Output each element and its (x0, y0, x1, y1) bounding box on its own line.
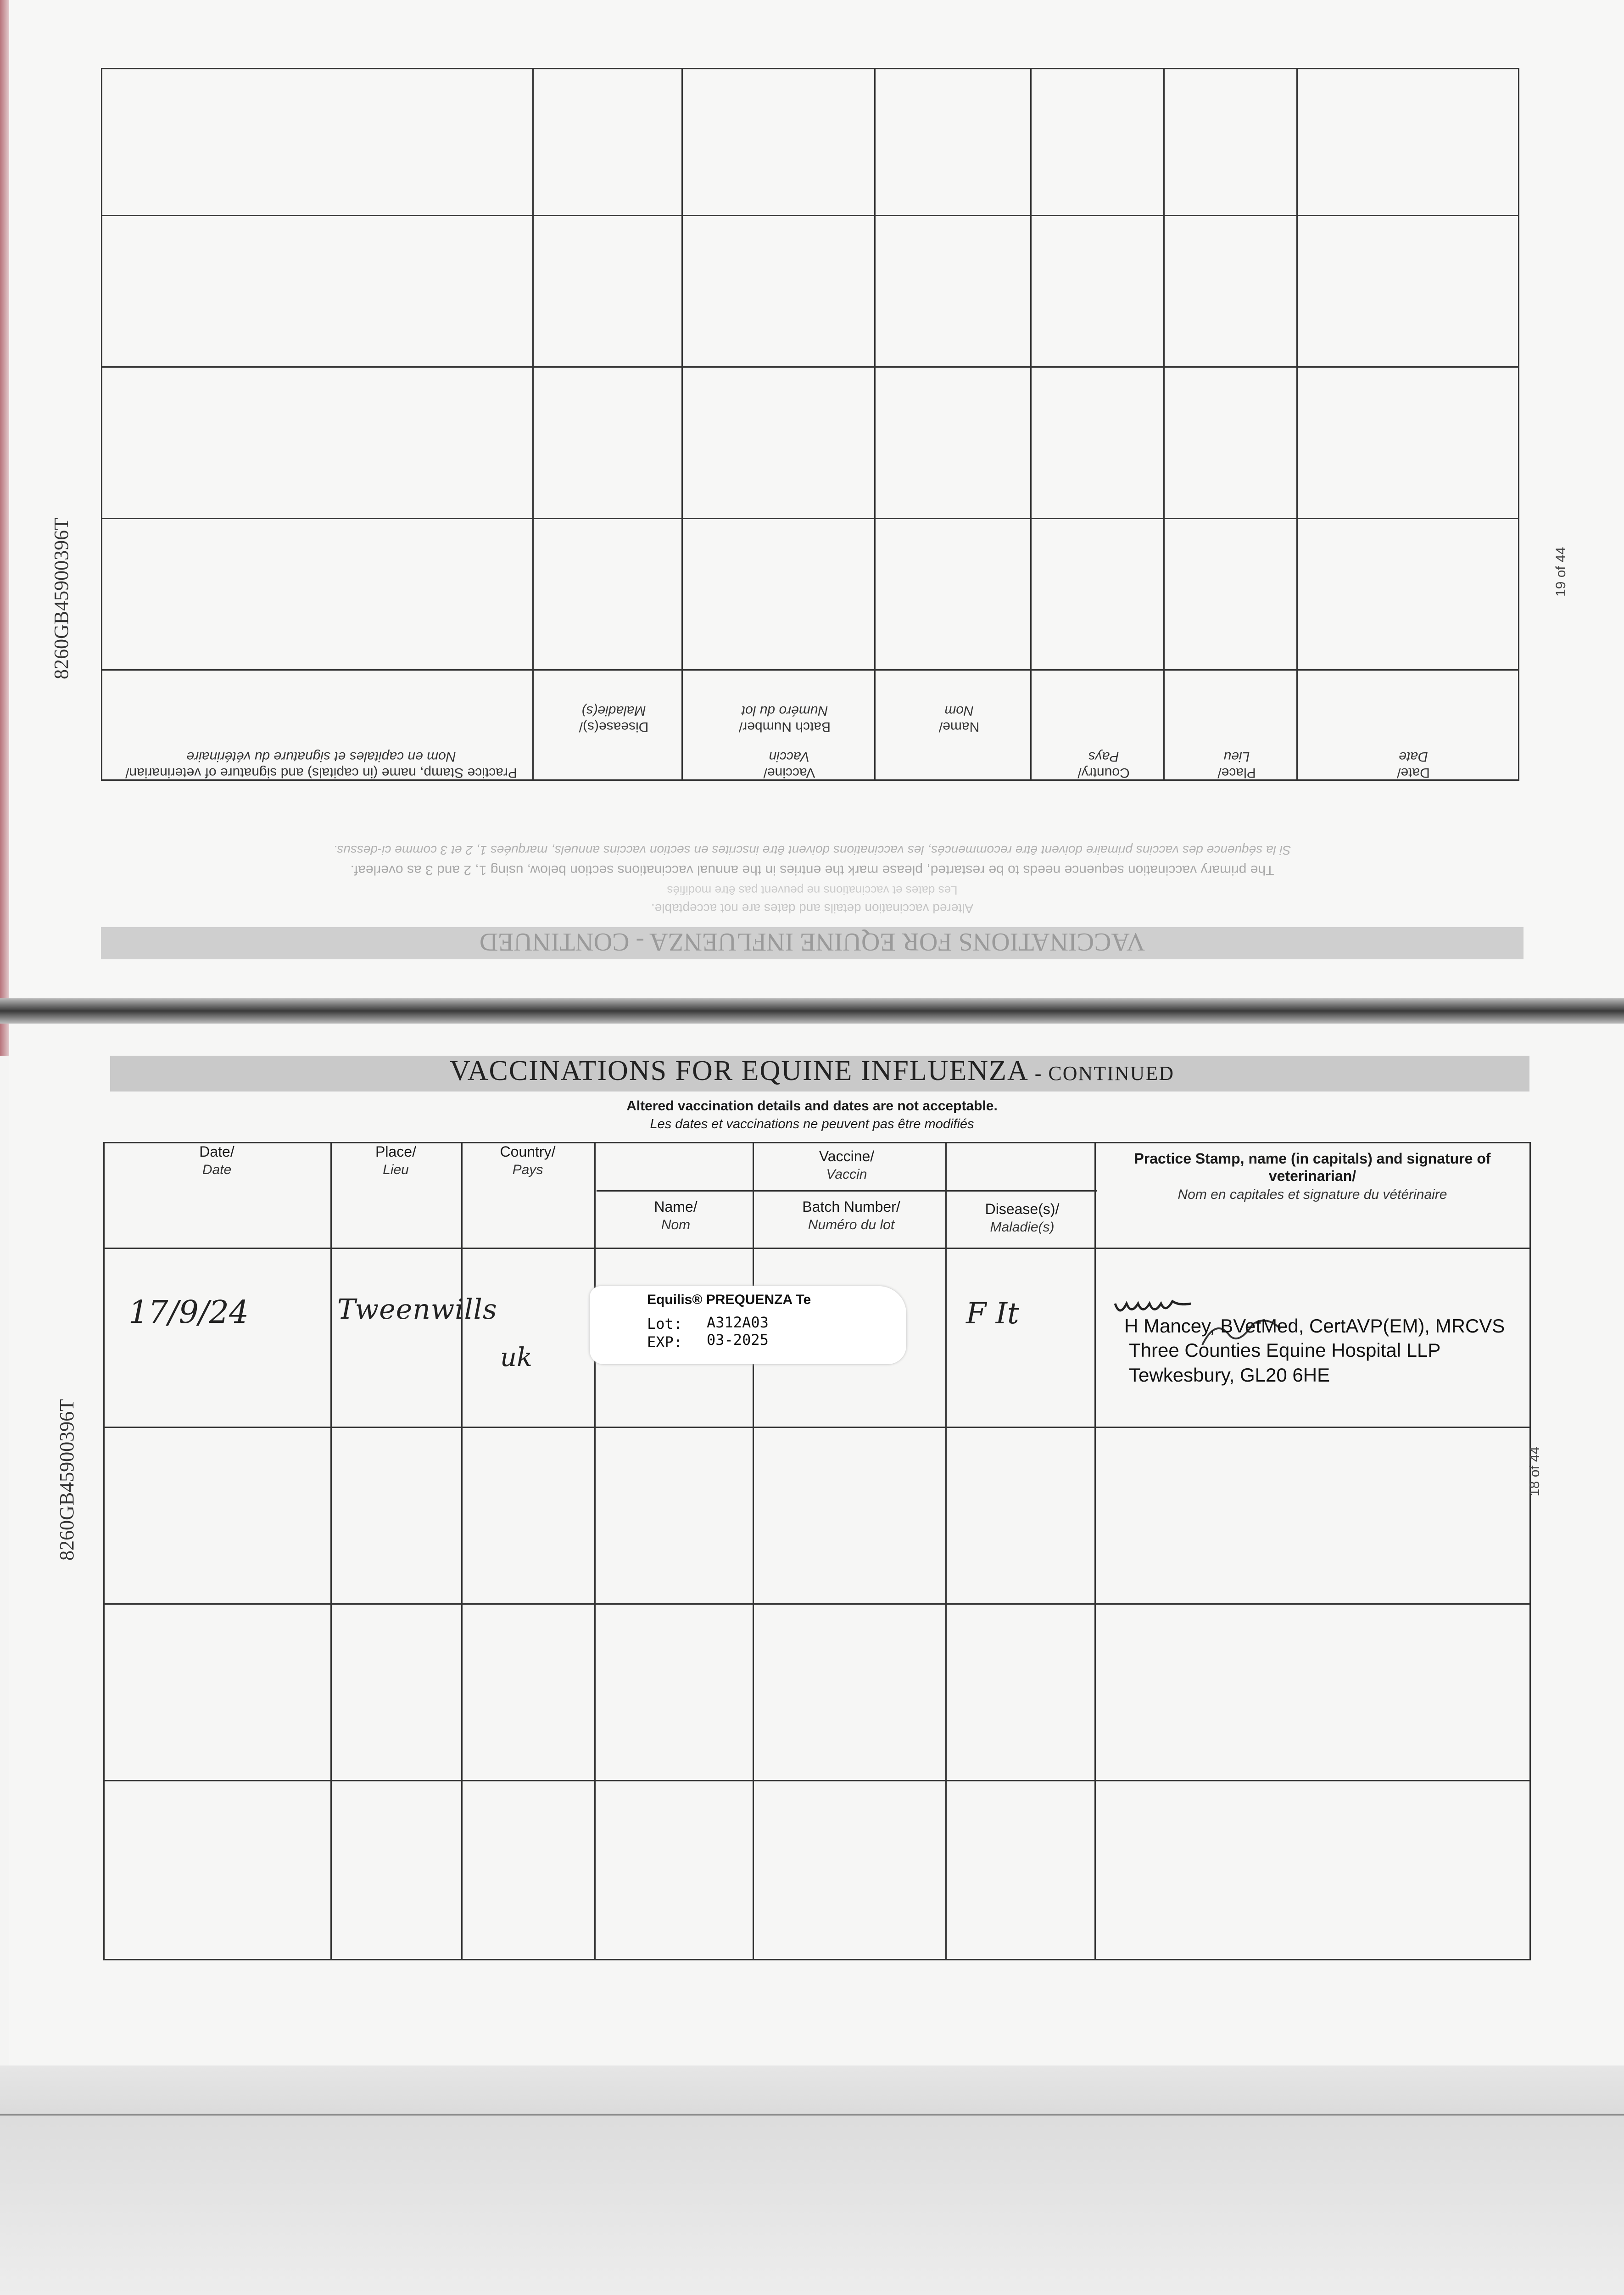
lower-header-disease: Disease(s)/ Maladie(s) (985, 1201, 1060, 1235)
upper-intro-fr: Si la séquence des vaccins primaire doivent être recommencés, les vaccinations doivent être inscrites en section vaccins annuels, marquées 1, 2 et 3 comme ci-dessus. (333, 843, 1291, 857)
sticker-exp-label: EXP: (647, 1333, 683, 1351)
vaccine-header-divider (597, 1190, 1097, 1192)
upper-header-country: Country/ (1077, 765, 1130, 780)
upper-header-name: Name/ (938, 719, 980, 734)
upper-intro-en: The primary vaccination sequence needs to be restarted, please mark the entries in the annual vaccinations section below, using 1, 2 and 3 as overleaf. (350, 862, 1274, 878)
sticker-lot-value: A312A03 (707, 1314, 769, 1331)
stamp-line-1: H Mancey, BVetMed, CertAVP(EM), MRCVS (1124, 1315, 1505, 1337)
upper-vaccination-table (101, 68, 1519, 781)
lower-header-country: Country/ Pays (500, 1143, 556, 1178)
lower-header-vaccine: Vaccine/ Vaccin (819, 1148, 875, 1182)
lower-header-name: Name/ Nom (654, 1198, 698, 1233)
lower-header-date: Date/ Date (199, 1143, 234, 1178)
upper-table-header: Date/ Date Place/ Lieu Country/ Pays Vaccine/ Vaccin Name/ Nom Batch Number/ Numéro du lot Disease(s)/ Maladie(s) Practice Stamp, name (in capitals) and signature of veterinarian/ Nom en capitales et signature du vétérinaire (101, 684, 1524, 785)
upper-notice: Altered vaccination details and dates are not acceptable. (651, 901, 974, 916)
entry-place: Tweenwills (337, 1293, 497, 1326)
upper-header-vaccine: Vaccine/ (763, 765, 815, 780)
sticker-brand: Equilis® PREQUENZA Te (647, 1292, 811, 1307)
scanner-bottom (0, 2066, 1624, 2295)
upper-intro-block (101, 812, 1524, 959)
book-spine (0, 998, 1624, 1024)
upper-section-title: VACCINATIONS FOR EQUINE INFLUENZA - CONTINUED (479, 928, 1145, 956)
lower-header-place: Place/ Lieu (375, 1143, 416, 1178)
lower-page-number: 18 of 44 (1527, 1446, 1542, 1496)
entry-date: 17/9/24 (128, 1294, 249, 1331)
lower-section-title: VACCINATIONS FOR EQUINE INFLUENZA - CONTINUED (449, 1055, 1175, 1086)
lower-notice: Altered vaccination details and dates are not acceptable. (626, 1098, 998, 1114)
upper-notice-fr: Les dates et vaccinations ne peuvent pas être modifiés (667, 884, 958, 897)
entry-country: uk (500, 1343, 532, 1372)
stamp-line-3: Tewkesbury, GL20 6HE (1129, 1364, 1330, 1386)
lower-passport-id: 8260GB45900396T (56, 1399, 78, 1561)
upper-header-batch: Batch Number/ (738, 719, 831, 734)
lower-vaccination-table (103, 1142, 1531, 1960)
upper-header-practice: Practice Stamp, name (in capitals) and signature of veterinarian/ (125, 765, 517, 780)
sticker-lot-label: Lot: (647, 1315, 683, 1332)
entry-disease: F It (966, 1297, 1019, 1331)
lower-header-practice: Practice Stamp, name (in capitals) and signature of veterinarian/ Nom en capitales et signature du vétérinaire (1134, 1150, 1491, 1202)
upper-header-disease: Disease(s)/ (579, 719, 649, 734)
sticker-exp-value: 03-2025 (707, 1331, 769, 1349)
lower-header-batch: Batch Number/ Numéro du lot (802, 1198, 900, 1233)
stamp-line-2: Three Counties Equine Hospital LLP (1129, 1339, 1441, 1361)
page-edge-line (0, 2114, 1624, 2116)
page-edge-tint (0, 0, 10, 1056)
upper-header-date: Date/ (1397, 765, 1430, 780)
upper-page-number: 19 of 44 (1553, 547, 1568, 597)
upper-header-place: Place/ (1217, 765, 1256, 780)
upper-passport-id: 8260GB45900396T (50, 518, 73, 679)
lower-notice-fr: Les dates et vaccinations ne peuvent pas être modifiés (650, 1117, 974, 1131)
